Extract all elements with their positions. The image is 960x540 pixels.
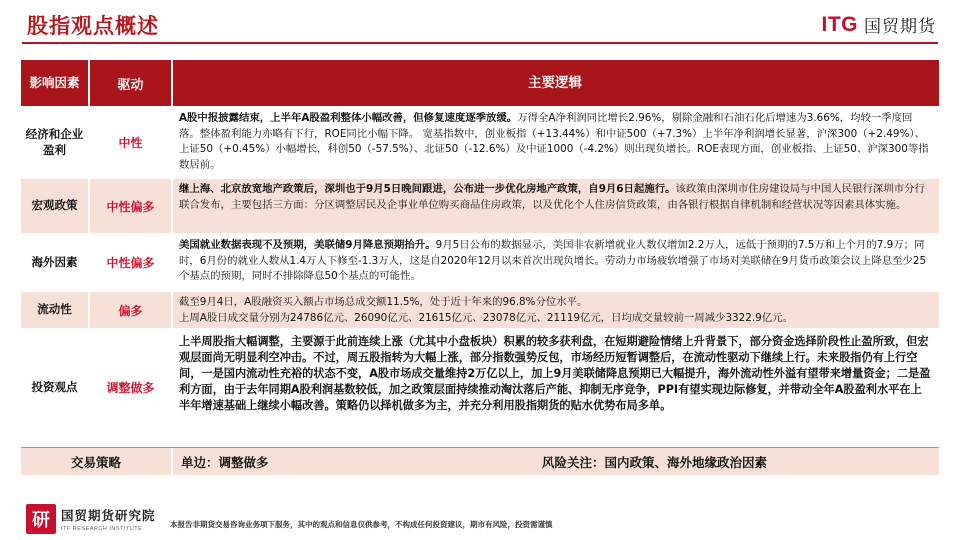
brand-name: 国贸期货 (864, 17, 936, 37)
table-header (21, 60, 939, 108)
table-row (21, 179, 939, 235)
table-row (21, 292, 939, 330)
header-factor: 影响因素 (29, 74, 80, 90)
table-row (21, 330, 939, 447)
row-logic-line1: 截至9月4日，A股融资买入额占市场总成交额11.5%，处于近十年来的96.8%分位水平。 (179, 296, 588, 308)
row-logic (173, 108, 939, 177)
strategy-risk: 风险关注：国内政策、海外地缘政治因素 (542, 454, 768, 470)
row-logic-bold: 美国就业数据表现不及预期，美联储9月降息预期抬升。 (179, 239, 436, 251)
brand-itg-text: ITG (821, 12, 858, 36)
row-driver: 中性偏多 (88, 179, 173, 233)
table-row (21, 108, 939, 179)
row-logic-text: 9月5日公布的数据显示，美国非农新增就业人数仅增加2.2万人，远低于预期的7.5万和上个月的7.9万；同时，6月份的就业人数从1.4万人下修至-1.3万人，这是自2020年12月以来首次出现负增长。劳动力市场疲软增强了市场对美联储在9月货币政策会议上降息至少25个基点的预期，同时不排除降息50个基点的可能性。 (179, 239, 927, 283)
row-factor: 流动性 (37, 302, 72, 317)
row-logic (173, 292, 939, 328)
strategy-single: 单边：调整做多 (181, 454, 269, 470)
row-logic-text: 万得全A净利润同比增长2.96%，剔除金融和石油石化后增速为3.66%，均较一季度回落。整体盈利能力亦略有下行，ROE同比小幅下降。 宽基指数中，创业板指（+13.44%）和中证500（+7.3%）上半年净利润增长显著，沪深300（+2.49%）、上证50（+0.45%）小幅增长，科创50（-57.5%）、北证50（-12.6%）及中证1000（-4.2%）则出现负增长。ROE表现方面，创业板指、上证50、沪深300等指数居前。 (179, 112, 929, 171)
row-logic: 上半周股指大幅调整，主要源于此前连续上涨（尤其中小盘板块）积累的较多获利盘，在短期避险情绪上升背景下，部分资金选择阶段性止盈所致，但宏观层面尚无明显利空冲击。不过，周五股指转为大幅上涨，部分指数强势反包，市场经历短暂调整后，在流动性驱动下继续上行。未来股指仍有上行空间，一是国内流动性充裕的状态不变，A股市场成交量维持2万亿以上，加上9月美联储降息预期已大幅提升，海外流动性外溢有望带来增量资金；二是盈利方面，由于去年同期A股利润基数较低，加之政策层面持续推动淘汰落后产能、抑制无序竞争，PPI有望实现边际修复，并带动全年A股盈利水平在上半年增速基础上继续小幅改善。策略仍以择机做多为主，并充分利用股指期货的贴水优势布局多单。 (179, 335, 931, 412)
row-logic-line2: 上周A股日成交量分别为24786亿元、26090亿元、21615亿元、23078亿元、21119亿元，日均成交量较前一周减少3322.9亿元。 (179, 311, 793, 324)
row-factor: 投资观点 (31, 379, 78, 394)
row-logic-bold: 继上海、北京放宽地产政策后，深圳也于9月5日晚间跟进，公布进一步优化房地产政策，自9月6日起施行。 (179, 183, 676, 195)
title-divider (22, 42, 938, 44)
strategy-row (21, 447, 939, 477)
row-driver: 调整做多 (88, 330, 173, 445)
brand-logo (822, 12, 937, 37)
row-driver: 中性偏多 (88, 235, 173, 290)
row-logic-bold: A股中报披露结束，上半年A股盈利整体小幅改善，但修复速度逐季放缓。 (179, 112, 518, 124)
header-driver: 驱动 (88, 60, 173, 106)
row-logic (173, 235, 939, 290)
row-logic-text: 该政策由深圳市住房建设局与中国人民银行深圳市分行联合发布，主要包括三方面：分区调整居民及企事业单位购买商品住房政策，以及优化个人住房信贷政策，由各银行根据自律机制和经营状况等因素具体实施。 (179, 183, 925, 211)
institute-name (61, 506, 156, 532)
row-factor: 经济和企业盈利 (25, 126, 84, 157)
disclaimer: 本报告非期货交易咨询业务项下服务，其中的观点和信息仅供参考，不构成任何投资建议，期市有风险，投资需谨慎 (170, 520, 553, 529)
header-logic: 主要逻辑 (528, 74, 582, 91)
institute-cn: 国贸期货研究院 (61, 508, 156, 523)
institute-en: ITF RESEARCH INSTITUTE (61, 526, 143, 532)
table-row (21, 235, 939, 292)
page-title: 股指观点概述 (27, 14, 159, 38)
strategy-label: 交易策略 (21, 448, 173, 475)
view-table (21, 60, 939, 477)
row-driver: 中性 (88, 108, 173, 177)
footer-logo (26, 504, 156, 534)
row-logic (173, 179, 939, 233)
row-driver: 偏多 (88, 292, 173, 328)
research-logo-icon: 研 (26, 504, 56, 534)
row-factor: 海外因素 (31, 254, 78, 269)
row-factor: 宏观政策 (31, 198, 78, 213)
